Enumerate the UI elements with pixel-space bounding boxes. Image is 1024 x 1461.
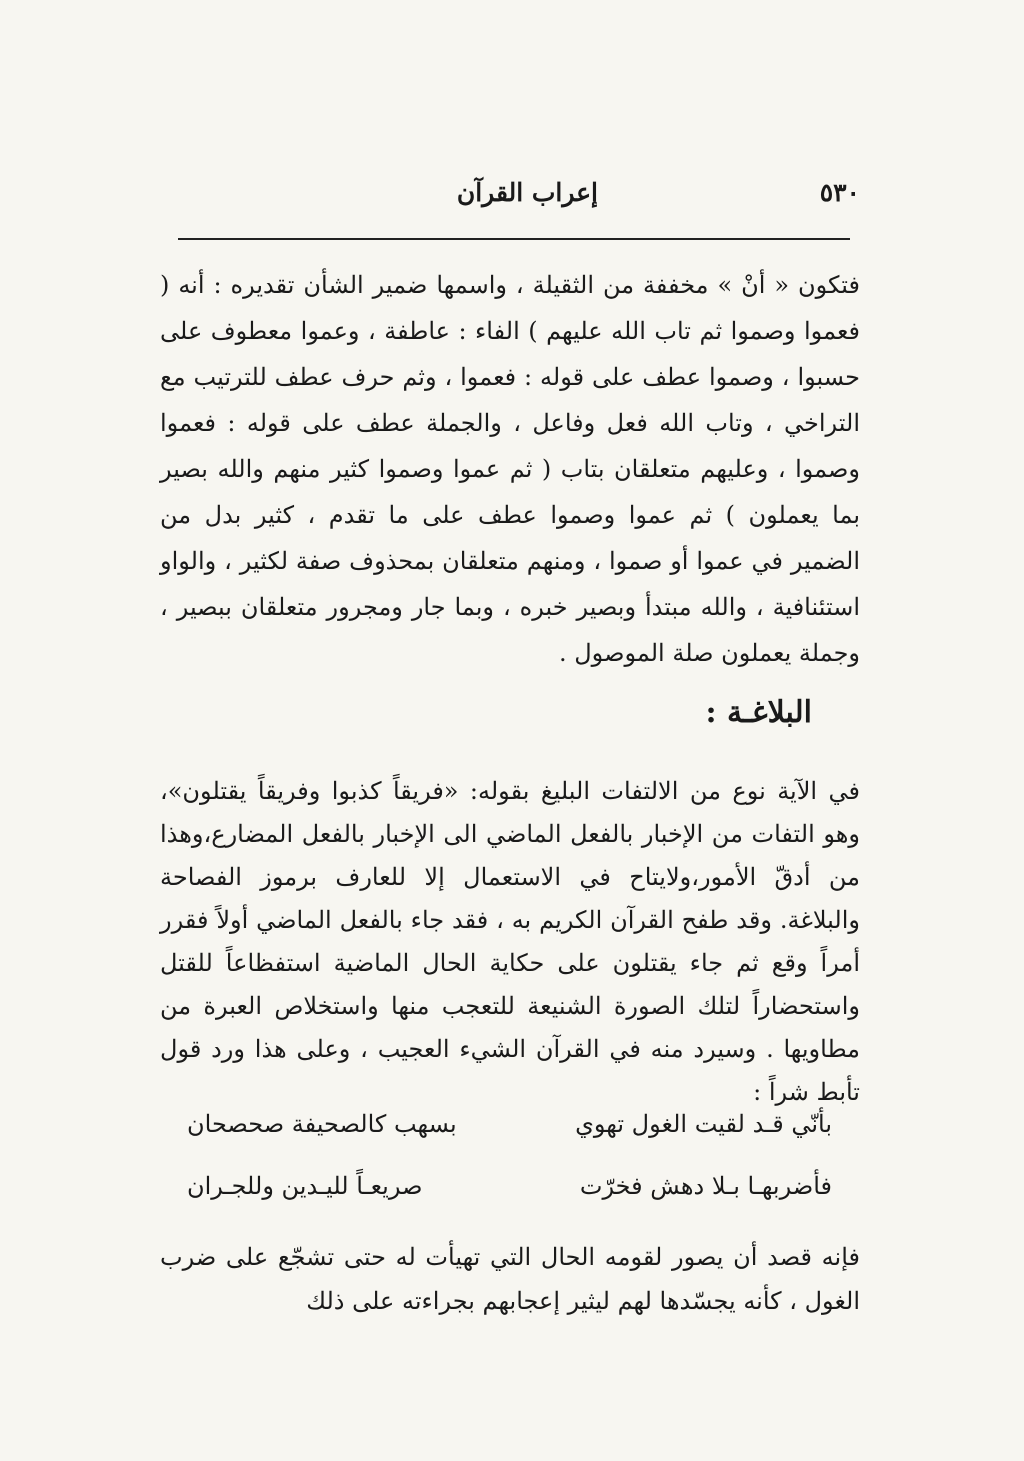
page-header (160, 170, 860, 224)
poetry-verse-2 (187, 1172, 832, 1200)
rhetoric-section-body (160, 770, 860, 1114)
book-page (160, 170, 860, 1315)
first-paragraph: فتكون « أنْ » مخففة من الثقيلة ، واسمها ضمير الشأن تقديره : أنه ( فعموا وصموا ثم تاب الله عليهم ) الفاء : عاطفة ، وعموا معطوف على حسبوا ، وصموا عطف على قوله : فعموا ، وثم حرف عطف للترتيب مع التراخي ، وتاب الله فعل وفاعل ، والجملة عطف على قوله : فعموا وصموا ، وعليهم متعلقان بتاب ( ثم عموا وصموا كثير منهم والله بصير بما يعملون ) ثم عموا وصموا عطف على ما تقدم ، كثير بدل من الضمير في عموا أو صموا ، ومنهم متعلقان بمحذوف صفة لكثير ، والواو استئنافية ، والله مبتدأ وبصير خبره ، وبما جار ومجرور متعلقان ببصير ، وجملة يعملون صلة الموصول . (160, 271, 860, 667)
verse-2-second-hemistich: صريعـاً لليـدين وللجـران (187, 1172, 423, 1200)
verse-1-second-hemistich: بسهب كالصحيفة صحصحان (187, 1110, 457, 1138)
poetry-verse-1 (187, 1110, 832, 1138)
page-number: ٥٣٠ (819, 178, 860, 207)
rhetoric-paragraph: في الآية نوع من الالتفات البليغ بقوله: «فريقاً كذبوا وفريقاً يقتلون»، وهو التفات من الإخبار بالفعل الماضي الى الإخبار بالفعل المضارع،وهذا من أدقّ الأمور،ولايتاح في الاستعمال إلا للعارف برموز الفصاحة والبلاغة. وقد طفح القرآن الكريم به ، فقد جاء بالفعل الماضي أولاً فقرر أمراً وقع ثم جاء يقتلون على حكاية الحال الماضية استفظاعاً للقتل واستحضاراً لتلك الصورة الشنيعة للتعجب منها واستخلاص العبرة من مطاويها . وسيرد منه في القرآن الشيء العجيب ، وعلى هذا ورد قول تأبط شراً : (160, 777, 860, 1106)
rhetoric-section-title: البلاغـة : (705, 695, 812, 730)
verse-2-first-hemistich: فأضربهـا بـلا دهش فخرّت (579, 1172, 832, 1200)
closing-text (160, 1235, 860, 1323)
verse-1-first-hemistich: بأنّي قـد لقيت الغول تهوي (575, 1110, 832, 1138)
running-title: إعراب القرآن (456, 178, 598, 207)
grammar-analysis-text (160, 262, 860, 676)
closing-paragraph: فإنه قصد أن يصور لقومه الحال التي تهيأت له حتى تشجّع على ضرب الغول ، كأنه يجسّدها لهم ليثير إعجابهم بجراءته على ذلك (160, 1243, 860, 1315)
header-rule (178, 238, 850, 240)
